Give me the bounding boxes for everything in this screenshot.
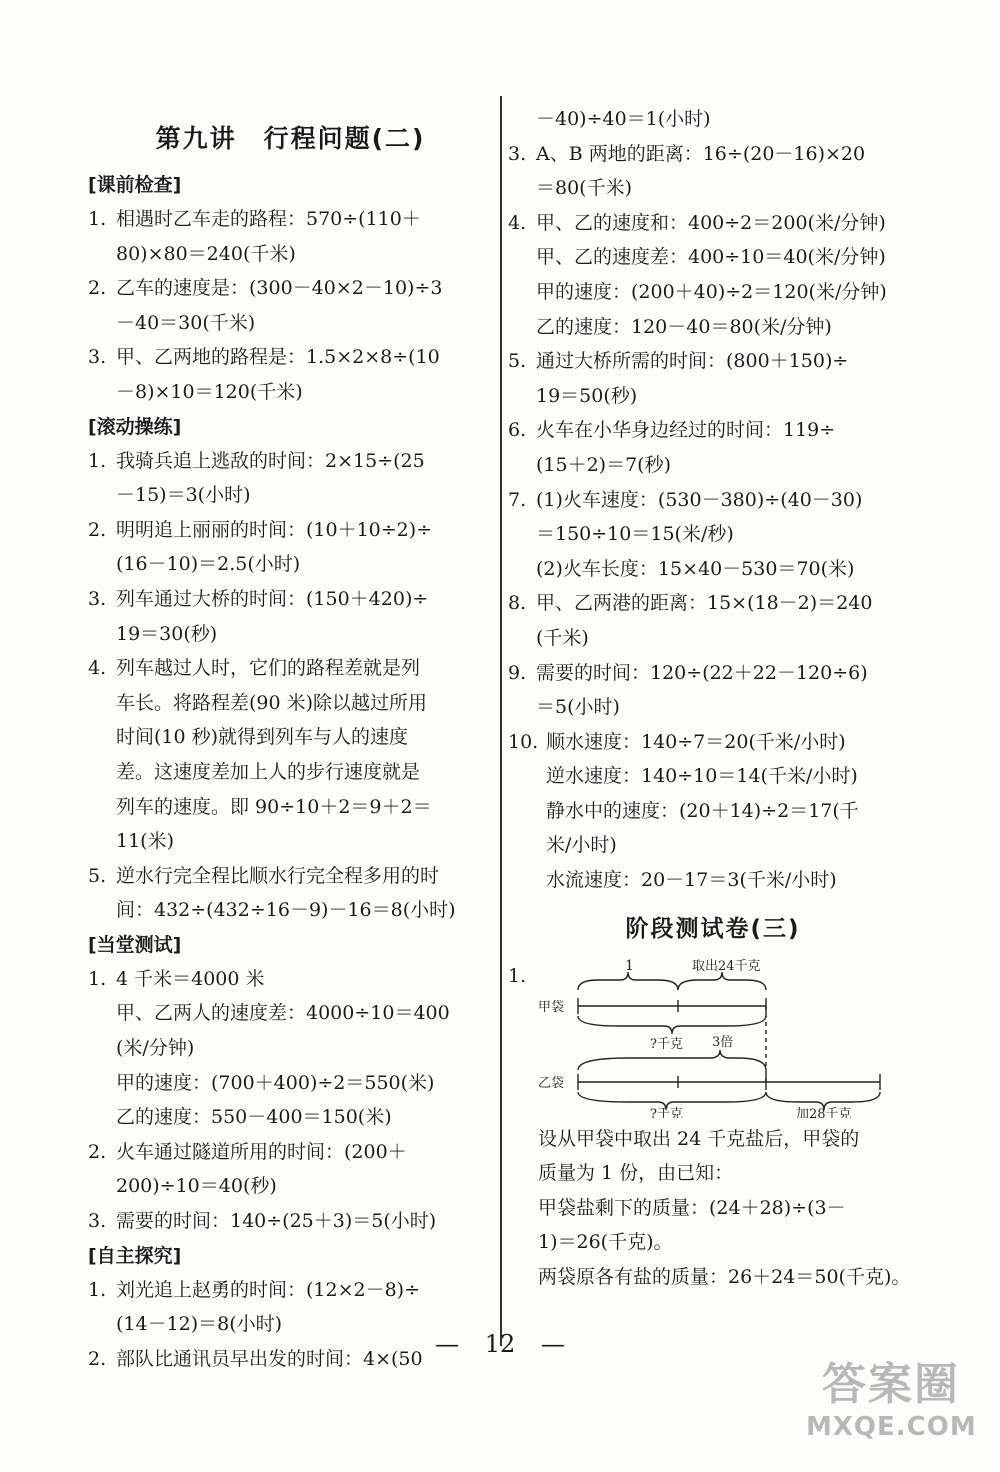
- answer-item: 5. 逆水行完全程比顺水行完全程多用的时: [88, 864, 440, 887]
- answer-item: 3. A、B 两地的距离：16÷(20－16)×20: [508, 142, 866, 165]
- label-bag-b: 乙袋: [538, 1075, 565, 1091]
- answer-item: 3. 甲、乙两地的路程是：1.5×2×8÷(10: [88, 346, 440, 369]
- watermark-logo: 答案圈: [822, 1359, 960, 1410]
- answer-item: 9. 需要的时间：120÷(22＋22－120÷6): [508, 661, 868, 684]
- answer-item: 1. 我骑兵追上逃敌的时间：2×15÷(25: [88, 449, 425, 472]
- lesson-title: 第九讲 行程问题(二): [155, 124, 426, 153]
- section-rolling-practice: [滚动操练]: [88, 415, 182, 438]
- answer-item: 3. 需要的时间：140÷(25＋3)＝5(小时): [88, 1210, 437, 1233]
- answer-item: 3. 列车通过大桥的时间：(150＋420)÷: [88, 587, 429, 610]
- answer-item: 1. 相遇时乙车走的路程：570÷(110＋: [88, 208, 421, 230]
- label-one: 1: [625, 957, 634, 974]
- section-self-explore: [自主探究]: [88, 1244, 182, 1267]
- test-title: 阶段测试卷(三): [625, 915, 801, 942]
- answer-item: 4. 甲、乙的速度和：400÷2＝200(米/分钟): [508, 211, 886, 234]
- brace-take: [678, 972, 766, 990]
- column-divider: [500, 96, 502, 1346]
- page-number-dash-left: —: [435, 1330, 460, 1358]
- brace-bag-a: [578, 1016, 766, 1034]
- page-number-dash-right: —: [540, 1330, 565, 1358]
- answer-item: 2. 明明追上丽丽的时间：(10＋10÷2)÷: [88, 518, 433, 541]
- section-class-test: [当堂测试]: [88, 933, 182, 956]
- label-add: 加28千克: [796, 1106, 852, 1118]
- label-times: 3倍: [712, 1034, 734, 1050]
- answer-item: 7. (1)火车速度：(530－380)÷(40－30): [508, 488, 863, 511]
- left-column: 第九讲 行程问题(二) [课前检查] 1. 相遇时乙车走的路程：570÷(110＋ 80)×80＝240(千米) 2. 乙车的速度是：(300－40×2－10)÷3 －40＝30(千米) 3. 甲、乙两地的路程是：1.5×2×8÷(10 －8)×10＝120(千米) [滚动操练] 1. 我骑兵追上逃敌的时间：2×15÷(25 －15)＝3(小时) 2. 明明追上丽丽的时间：(10＋10÷2)÷ (16－10)＝2.5(小时) 3. 列车通过大桥的时间：(150＋420)÷ 19＝30(秒) 4. 列车越过人时，它们的路程差就是列 车长。将路程差(90 米)除以越过所用 时间(10 秒)就得到列车与人的速度 差。这速度差加上人的步行速度就是 列车的速度。即 90÷10＋2＝9＋2＝ 11(米) 5. 逆水行完全程比顺水行完全程多用的时 间：432÷(432÷16－9)－16＝8(小时) [当堂测试] 1. 4 千米＝4000 米 甲、乙两人的速度差：4000÷10＝400 (米/分钟) 甲的速度：(700＋400)÷2＝550(米) 乙的速度：550－400＝150(米) 2. 火车通过隧道所用的时间：(200＋ 200)÷10＝40(秒) 3. 需要的时间：140÷(25＋3)＝5(小时) [自主探究] 1. 刘光追上赵勇的时间：(12×2－8)÷ (14－12)＝8(小时) 2. 部队比通讯员早出发的时间：4×(50: [88, 110, 493, 1376]
- answer-item: 4. 列车越过人时，它们的路程差就是列: [88, 657, 421, 680]
- diagram-number: 1.: [508, 964, 527, 987]
- watermark: [806, 1348, 976, 1458]
- label-q-a: ?千克: [650, 1036, 683, 1052]
- diagram-svg: [508, 958, 908, 1118]
- answer-item: 5. 通过大桥所需的时间：(800＋150)÷: [508, 350, 849, 373]
- label-q-b: ?千克: [650, 1106, 683, 1118]
- label-bag-a: 甲袋: [538, 999, 565, 1015]
- answer-item: 2. 火车通过隧道所用的时间：(200＋: [88, 1140, 407, 1163]
- brace-times: [578, 1050, 766, 1070]
- page-number: — 12 —: [435, 1330, 565, 1358]
- line-segment-diagram: [508, 958, 908, 1118]
- brace-one: [578, 972, 678, 990]
- answer-item: 2. 乙车的速度是：(300－40×2－10)÷3: [88, 277, 443, 300]
- answer-item: 10. 顺水速度：140÷7＝20(千米/小时): [508, 730, 846, 753]
- label-take: 取出24千克: [692, 958, 761, 974]
- answer-item: 6. 火车在小华身边经过的时间：119÷: [508, 419, 836, 442]
- right-column: －40)÷40＝1(小时) 3. A、B 两地的距离：16÷(20－16)×20 ＝80(千米) 4. 甲、乙的速度和：400÷2＝200(米/分钟) 甲、乙的速度差：400÷10＝40(米/分钟) 甲的速度：(200＋40)÷2＝120(米/分钟) 乙的速度：120－40＝80(米/分钟) 5. 通过大桥所需的时间：(800＋150)÷ 19＝50(秒) 6. 火车在小华身边经过的时间：119÷ (15＋2)＝7(秒) 7. (1)火车速度：(530－380)÷(40－30) ＝150÷10＝15(米/秒) (2)火车长度：15×40－530＝70(米) 8. 甲、乙两港的距离：15×(18－2)＝240 (千米) 9. 需要的时间：120÷(22＋22－120÷6) ＝5(小时) 10. 顺水速度：140÷7＝20(千米/小时) 逆水速度：140÷10＝14(千米/小时) 静水中的速度：(20＋14)÷2＝17(千 米/小时) 水流速度：20－17＝3(千米/小时) 阶段测试卷(三) 1. 1 取出24千克 甲袋 ?千克 3倍 乙袋 ?千克 加28千克 设从甲袋中取出 24 千克盐后，甲袋的 质量为 1 份，由已知： 甲袋盐剩下的质量：(24＋28)÷(3－ 1)＝26(千克)。 两袋原各有盐的质量：26＋24＝50(千克)。: [508, 110, 918, 1295]
- watermark-url: MXQE.COM: [806, 1412, 977, 1442]
- answer-item: 2. 部队比通讯员早出发的时间：4×(50: [88, 1347, 423, 1370]
- section-pre-check: [课前检查]: [88, 174, 182, 196]
- answer-item: 1. 4 千米＝4000 米: [88, 967, 265, 990]
- answer-item: 8. 甲、乙两港的距离：15×(18－2)＝240: [508, 592, 873, 615]
- answer-item: 1. 刘光追上赵勇的时间：(12×2－8)÷: [88, 1278, 421, 1301]
